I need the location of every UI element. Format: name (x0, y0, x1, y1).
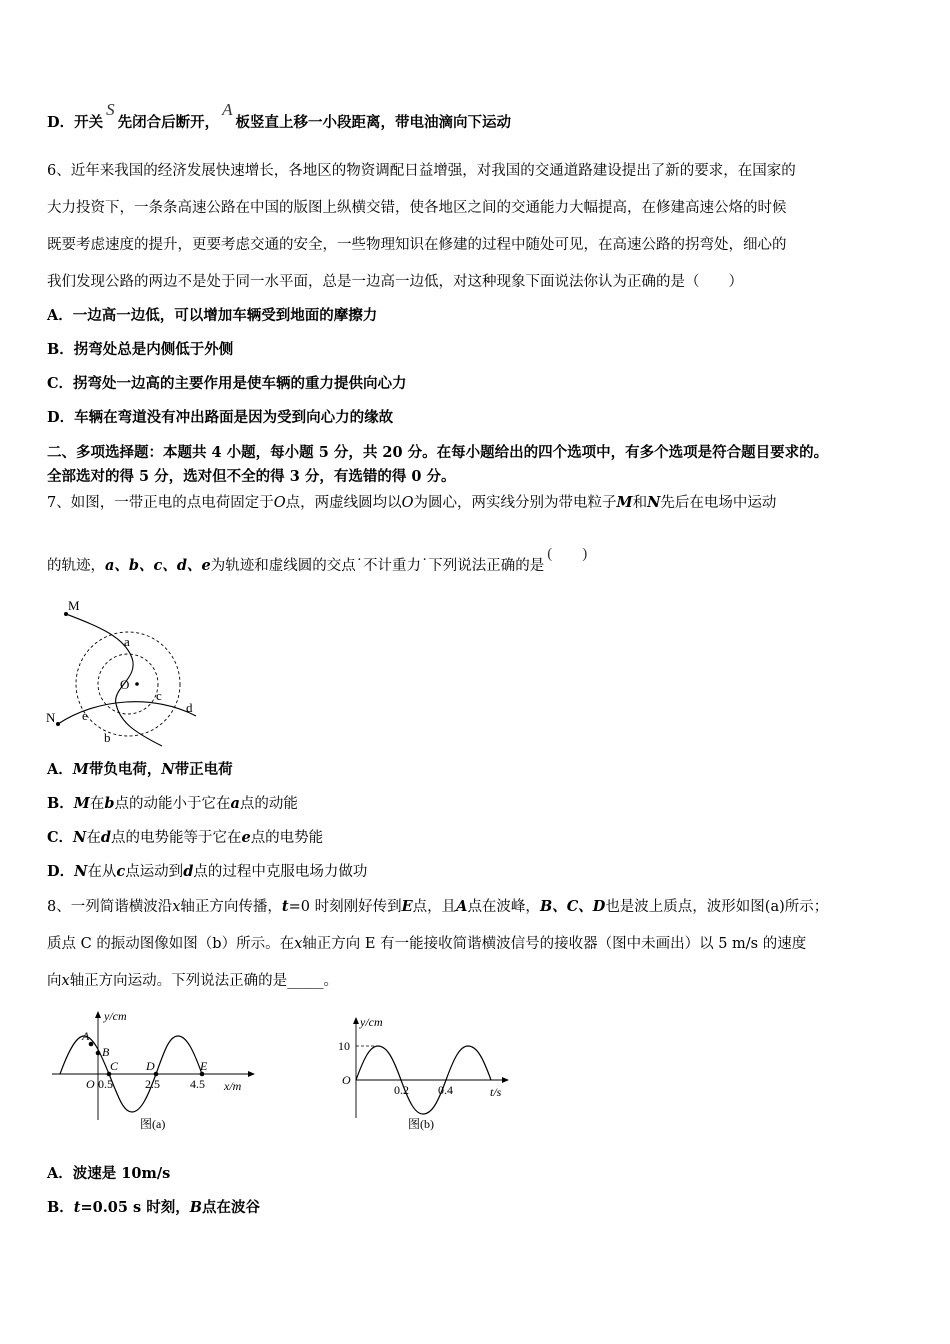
option-label: D． (47, 863, 75, 880)
text: 在从 (87, 864, 117, 880)
caption: 图(b) (408, 1117, 434, 1131)
var: M (73, 795, 90, 812)
tick-0-2: 0.2 (394, 1083, 409, 1097)
text: 为圆心，两实线分别为带电粒子 (413, 495, 617, 511)
var: M (72, 761, 89, 778)
text: 轴正方向传播， (180, 899, 282, 915)
y-axis-arrow (95, 1011, 101, 1018)
var: a (230, 795, 240, 812)
var: x (294, 936, 303, 952)
var-o: O (273, 495, 286, 511)
q8-figure-b (334, 1012, 514, 1136)
q6-stem-line4: 我们发现公路的两边不是处于同一水平面，总是一边高一边低，对这种现象下面说法你认为正确的是（ ） (47, 274, 743, 290)
caption: 图(a) (140, 1117, 166, 1131)
label-n: N (46, 710, 56, 725)
text: 带负电荷， (88, 761, 162, 778)
y-axis-arrow (353, 1017, 359, 1024)
q7-option-d (47, 862, 367, 882)
trajectory-n (58, 702, 196, 724)
tick-10: 10 (338, 1039, 350, 1053)
label-e: E (200, 1059, 208, 1073)
text: 点在波谷 (201, 1199, 260, 1216)
q6-option-d: D．车辆在弯道没有冲出路面是因为受到向心力的缘故 (47, 409, 394, 426)
label-e: e (82, 708, 88, 723)
text: 点的过程中克服电场力做功 (193, 864, 368, 880)
text: 点，两虚线圆均以 (285, 495, 402, 511)
section2-line2: 全部选对的得 5 分，选对但不全的得 3 分，有选错的得 0 分。 (47, 468, 456, 485)
text: 也是波上质点，波形如图(a)所示； (605, 899, 829, 915)
text: 的轨迹， (47, 558, 105, 574)
var: x (61, 973, 70, 989)
text: 为轨迹和虚线圆的交点˙不计重力˙下列说法正确的是 (210, 558, 545, 574)
answer-blank: _____ (287, 973, 324, 989)
y-axis-label: y/cm (360, 1015, 383, 1029)
label-b: B (102, 1045, 110, 1059)
label-m: M (68, 598, 80, 613)
var: E (401, 898, 413, 915)
label-d: D (146, 1059, 155, 1073)
point-b (96, 1051, 101, 1056)
var: t (73, 1199, 81, 1216)
q7-option-b (47, 794, 298, 814)
var-n: N (647, 494, 661, 511)
text: 。 (323, 973, 338, 989)
text: 点在波峰， (467, 899, 540, 915)
tick-4-5: 4.5 (190, 1077, 205, 1091)
t-axis-label: t/s (490, 1085, 502, 1099)
var: N (74, 863, 88, 880)
q8-option-a: A．波速是 10m/s (47, 1165, 171, 1182)
var: t (281, 898, 289, 915)
var: B (189, 1199, 202, 1216)
text: 向 (47, 973, 62, 989)
q7-field-figure (42, 596, 212, 748)
var-letters: a、b、c、d、e (105, 557, 211, 574)
q6-stem-line3: 既要考虑速度的提升，更要考虑交通的安全，一些物理知识在修建的过程中随处可见，在高速公路的拐弯处，细心的 (47, 237, 787, 253)
var: N (161, 761, 175, 778)
q7-option-c (47, 828, 323, 848)
text: =0.05 s 时刻， (80, 1199, 190, 1216)
var-o: O (401, 495, 414, 511)
text: 在 (89, 796, 105, 812)
q6-stem-line1: 6、近年来我国的经济发展快速增长，各地区的物资调配日益增强，对我国的交通道路建设提出了新的要求，在国家的 (47, 163, 796, 179)
q8-option-b (47, 1198, 260, 1218)
origin-label: O (342, 1073, 351, 1087)
q6-stem-line2: 大力投资下，一条条高速公路在中国的版图上纵横交错，使各地区之间的交通能力大幅提高，在修建高速公烙的时候 (47, 200, 787, 216)
label-b: b (104, 730, 111, 745)
tick-2-5: 2.5 (145, 1077, 160, 1091)
option-label: A． (47, 761, 73, 778)
var-m: M (616, 494, 633, 511)
x-axis-label: x/m (224, 1079, 242, 1093)
q6-option-a: A．一边高一边低，可以增加车辆受到地面的摩擦力 (47, 307, 378, 324)
var: B、C、D (539, 898, 606, 915)
text: 轴正方向 E 有一能接收简谐横波信号的接收器（图中未画出）以 5 m/s 的速度 (302, 936, 807, 952)
trajectory-m (66, 614, 162, 746)
text: 8、一列简谐横波沿 (47, 899, 173, 915)
var: A (456, 898, 468, 915)
var: b (104, 795, 115, 812)
text: 点的电势能等于它在 (110, 830, 242, 846)
option-label: B． (47, 1199, 74, 1216)
q7-stem-line2 (47, 546, 590, 576)
label-o: O (120, 677, 130, 692)
q6-option-c: C．拐弯处一边高的主要作用是使车辆的重力提供向心力 (47, 375, 407, 392)
t-axis-arrow (502, 1077, 509, 1083)
q8-stem-line3 (47, 971, 338, 991)
q6-option-b: B．拐弯处总是内侧低于外侧 (47, 341, 234, 358)
text: 开关 (74, 114, 104, 131)
q5-option-d (47, 100, 511, 133)
tick-0-5: 0.5 (98, 1077, 113, 1091)
q7-option-a (47, 760, 233, 780)
text: 点的电势能 (250, 830, 324, 846)
origin-label: O (86, 1077, 95, 1091)
text: 点的动能小于它在 (114, 796, 231, 812)
var: N (73, 829, 87, 846)
text: 点，且 (412, 899, 457, 915)
var-a: A (222, 100, 233, 119)
text: 7、如图，一带正电的点电荷固定于 (47, 495, 274, 511)
var-s: S (106, 100, 115, 119)
q7-stem-line1 (47, 493, 776, 513)
var: e (241, 829, 251, 846)
option-label: D． (47, 114, 75, 131)
y-axis-label: y/cm (104, 1009, 127, 1023)
label-c: c (156, 688, 162, 703)
var: x (172, 899, 181, 915)
text: 和 (632, 495, 648, 511)
x-axis-arrow (248, 1071, 255, 1077)
text: 质点 C 的振动图像如图（b）所示。在 (47, 936, 295, 952)
text: 带正电荷 (174, 761, 233, 778)
text: =0 时刻刚好传到 (288, 899, 402, 915)
var: c (116, 863, 126, 880)
label-a: a (124, 634, 130, 649)
answer-paren: ( ) (547, 546, 588, 562)
text: 点运动到 (125, 864, 184, 880)
q8-stem-line1 (47, 897, 828, 917)
point-a (89, 1042, 94, 1047)
option-label: C． (47, 829, 74, 846)
var: d (100, 829, 111, 846)
point-o (135, 682, 139, 686)
text: 先闭合后断开， (117, 114, 220, 131)
point-n (56, 722, 60, 726)
q8-stem-line2 (47, 934, 806, 954)
label-a: A (82, 1029, 90, 1043)
text: 在 (86, 830, 101, 846)
q8-figure-a (48, 1008, 258, 1136)
option-label: B． (47, 795, 74, 812)
var: d (183, 863, 194, 880)
text: 点的动能 (239, 796, 298, 812)
section2-line1: 二、多项选择题：本题共 4 小题，每小题 5 分，共 20 分。在每小题给出的四个选项中，有多个选项是符合题目要求的。 (47, 444, 829, 461)
tick-0-4: 0.4 (438, 1083, 453, 1097)
label-c: C (110, 1059, 119, 1073)
text: 板竖直上移一小段距离，带电油滴向下运动 (235, 114, 511, 131)
label-d: d (186, 700, 193, 715)
text: 先后在电场中运动 (660, 495, 777, 511)
text: 轴正方向运动。下列说法正确的是 (69, 973, 288, 989)
